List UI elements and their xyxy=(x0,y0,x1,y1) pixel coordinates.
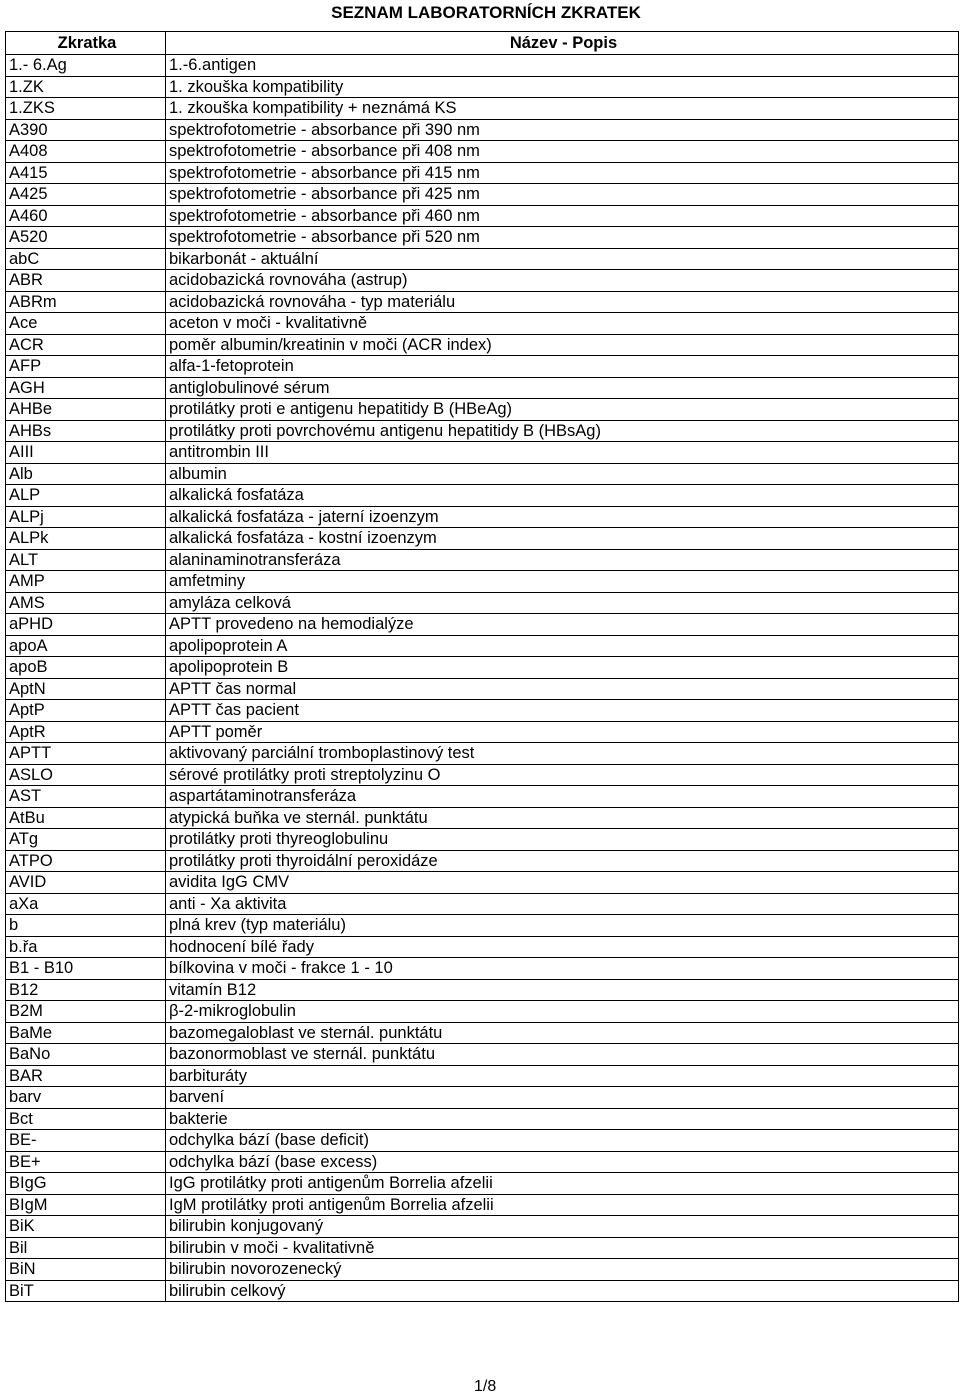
table-row xyxy=(6,979,959,1001)
description-cell: spektrofotometrie - absorbance při 460 nm xyxy=(166,205,959,227)
table-row xyxy=(6,291,959,313)
abbreviation-cell: AIII xyxy=(6,442,166,464)
table-row xyxy=(6,829,959,851)
abbreviation-cell: ALPk xyxy=(6,528,166,550)
abbreviation-cell: Bct xyxy=(6,1108,166,1130)
table-row xyxy=(6,1280,959,1302)
description-cell: alkalická fosfatáza - kostní izoenzym xyxy=(166,528,959,550)
table-row xyxy=(6,184,959,206)
abbreviation-cell: ABRm xyxy=(6,291,166,313)
abbreviation-cell: BE- xyxy=(6,1130,166,1152)
abbreviation-cell: abC xyxy=(6,248,166,270)
table-row xyxy=(6,463,959,485)
table-row xyxy=(6,678,959,700)
description-cell: barvení xyxy=(166,1087,959,1109)
table-row xyxy=(6,893,959,915)
description-cell: alaninaminotransferáza xyxy=(166,549,959,571)
description-cell: protilátky proti povrchovému antigenu hepatitidy B (HBsAg) xyxy=(166,420,959,442)
table-row xyxy=(6,1022,959,1044)
table-row xyxy=(6,442,959,464)
table-row xyxy=(6,98,959,120)
description-cell: 1. zkouška kompatibility xyxy=(166,76,959,98)
abbreviation-cell: ACR xyxy=(6,334,166,356)
page-number: 1/8 xyxy=(474,1378,497,1395)
table-row xyxy=(6,1216,959,1238)
description-cell: alkalická fosfatáza xyxy=(166,485,959,507)
table-row xyxy=(6,1130,959,1152)
abbreviation-cell: BAR xyxy=(6,1065,166,1087)
abbreviation-cell: aXa xyxy=(6,893,166,915)
description-cell: APTT poměr xyxy=(166,721,959,743)
table-row xyxy=(6,205,959,227)
table-row xyxy=(6,786,959,808)
abbreviation-cell: Ace xyxy=(6,313,166,335)
description-cell: aspartátaminotransferáza xyxy=(166,786,959,808)
description-cell: alkalická fosfatáza - jaterní izoenzym xyxy=(166,506,959,528)
abbreviation-cell: BIgM xyxy=(6,1194,166,1216)
table-row xyxy=(6,141,959,163)
table-row xyxy=(6,571,959,593)
description-cell: antitrombin III xyxy=(166,442,959,464)
description-cell: plná krev (typ materiálu) xyxy=(166,915,959,937)
table-row xyxy=(6,334,959,356)
description-cell: IgM protilátky proti antigenům Borrelia afzelii xyxy=(166,1194,959,1216)
table-row xyxy=(6,528,959,550)
abbreviation-cell: A520 xyxy=(6,227,166,249)
abbreviation-cell: AVID xyxy=(6,872,166,894)
abbreviation-cell: ATPO xyxy=(6,850,166,872)
description-cell: odchylka bází (base deficit) xyxy=(166,1130,959,1152)
description-cell: amfetminy xyxy=(166,571,959,593)
abbreviation-cell: AGH xyxy=(6,377,166,399)
description-cell: spektrofotometrie - absorbance při 520 nm xyxy=(166,227,959,249)
description-cell: spektrofotometrie - absorbance při 408 nm xyxy=(166,141,959,163)
document-title: SEZNAM LABORATORNÍCH ZKRATEK xyxy=(331,3,641,22)
table-row xyxy=(6,807,959,829)
description-cell: bilirubin konjugovaný xyxy=(166,1216,959,1238)
table-header xyxy=(6,32,959,55)
abbreviation-cell: BaNo xyxy=(6,1044,166,1066)
table-row xyxy=(6,850,959,872)
abbreviation-cell: AHBs xyxy=(6,420,166,442)
table-row xyxy=(6,614,959,636)
table-row xyxy=(6,958,959,980)
description-cell: protilátky proti thyreoglobulinu xyxy=(166,829,959,851)
abbreviation-table xyxy=(5,31,959,1302)
abbreviation-cell: AST xyxy=(6,786,166,808)
description-cell: aktivovaný parciální tromboplastinový test xyxy=(166,743,959,765)
description-cell: poměr albumin/kreatinin v moči (ACR index) xyxy=(166,334,959,356)
description-cell: APTT čas normal xyxy=(166,678,959,700)
description-cell: bilirubin novorozenecký xyxy=(166,1259,959,1281)
table-row xyxy=(6,356,959,378)
abbreviation-cell: BaMe xyxy=(6,1022,166,1044)
abbreviation-cell: barv xyxy=(6,1087,166,1109)
description-cell: apolipoprotein A xyxy=(166,635,959,657)
abbreviation-cell: Bil xyxy=(6,1237,166,1259)
table-row xyxy=(6,1108,959,1130)
abbreviation-cell: 1.ZK xyxy=(6,76,166,98)
abbreviation-cell: ALPj xyxy=(6,506,166,528)
table-row xyxy=(6,1087,959,1109)
abbreviation-cell: AMS xyxy=(6,592,166,614)
abbreviation-cell: AptN xyxy=(6,678,166,700)
description-cell: spektrofotometrie - absorbance při 415 nm xyxy=(166,162,959,184)
description-cell: barbituráty xyxy=(166,1065,959,1087)
table-row xyxy=(6,764,959,786)
abbreviation-cell: AMP xyxy=(6,571,166,593)
description-cell: acidobazická rovnováha (astrup) xyxy=(166,270,959,292)
abbreviation-cell: AFP xyxy=(6,356,166,378)
description-cell: 1.-6.antigen xyxy=(166,55,959,77)
table-row xyxy=(6,377,959,399)
description-cell: protilátky proti thyroidální peroxidáze xyxy=(166,850,959,872)
table-row xyxy=(6,1259,959,1281)
description-cell: β-2-mikroglobulin xyxy=(166,1001,959,1023)
table-row xyxy=(6,1044,959,1066)
table-row xyxy=(6,657,959,679)
description-cell: bílkovina v moči - frakce 1 - 10 xyxy=(166,958,959,980)
abbreviation-cell: B2M xyxy=(6,1001,166,1023)
abbreviation-cell: AptR xyxy=(6,721,166,743)
abbreviation-cell: A425 xyxy=(6,184,166,206)
description-cell: bikarbonát - aktuální xyxy=(166,248,959,270)
table-row xyxy=(6,915,959,937)
table-row xyxy=(6,1151,959,1173)
table-row xyxy=(6,420,959,442)
abbreviation-cell: ABR xyxy=(6,270,166,292)
table-row xyxy=(6,700,959,722)
description-cell: protilátky proti e antigenu hepatitidy B (HBeAg) xyxy=(166,399,959,421)
description-cell: IgG protilátky proti antigenům Borrelia afzelii xyxy=(166,1173,959,1195)
table-row xyxy=(6,119,959,141)
table-row xyxy=(6,55,959,77)
table-row xyxy=(6,485,959,507)
table-row xyxy=(6,270,959,292)
description-cell: 1. zkouška kompatibility + neznámá KS xyxy=(166,98,959,120)
table-row xyxy=(6,227,959,249)
abbreviation-cell: AptP xyxy=(6,700,166,722)
abbreviation-cell: 1.ZKS xyxy=(6,98,166,120)
abbreviation-cell: ASLO xyxy=(6,764,166,786)
abbreviation-cell: BIgG xyxy=(6,1173,166,1195)
description-cell: anti - Xa aktivita xyxy=(166,893,959,915)
header-row xyxy=(6,32,959,55)
description-cell: aceton v moči - kvalitativně xyxy=(166,313,959,335)
description-cell: spektrofotometrie - absorbance při 425 nm xyxy=(166,184,959,206)
abbreviation-cell: BiN xyxy=(6,1259,166,1281)
description-cell: atypická buňka ve sternál. punktátu xyxy=(166,807,959,829)
abbreviation-cell: b.řa xyxy=(6,936,166,958)
description-cell: vitamín B12 xyxy=(166,979,959,1001)
description-cell: APTT čas pacient xyxy=(166,700,959,722)
abbreviation-cell: A460 xyxy=(6,205,166,227)
abbreviation-cell: 1.- 6.Ag xyxy=(6,55,166,77)
description-cell: bakterie xyxy=(166,1108,959,1130)
table-row xyxy=(6,721,959,743)
table-row xyxy=(6,743,959,765)
description-cell: bilirubin v moči - kvalitativně xyxy=(166,1237,959,1259)
description-cell: bilirubin celkový xyxy=(166,1280,959,1302)
abbreviation-cell: B1 - B10 xyxy=(6,958,166,980)
table-row xyxy=(6,76,959,98)
abbreviation-cell: AtBu xyxy=(6,807,166,829)
description-cell: alfa-1-fetoprotein xyxy=(166,356,959,378)
table-row xyxy=(6,635,959,657)
description-cell: spektrofotometrie - absorbance při 390 nm xyxy=(166,119,959,141)
description-cell: avidita IgG CMV xyxy=(166,872,959,894)
description-cell: acidobazická rovnováha - typ materiálu xyxy=(166,291,959,313)
description-cell: odchylka bází (base excess) xyxy=(166,1151,959,1173)
abbreviation-cell: B12 xyxy=(6,979,166,1001)
abbreviation-cell: ALT xyxy=(6,549,166,571)
table-row xyxy=(6,1065,959,1087)
table-row xyxy=(6,1237,959,1259)
abbreviation-cell: aPHD xyxy=(6,614,166,636)
table-row xyxy=(6,506,959,528)
description-cell: sérové protilátky proti streptolyzinu O xyxy=(166,764,959,786)
table-row xyxy=(6,549,959,571)
description-cell: bazonormoblast ve sternál. punktátu xyxy=(166,1044,959,1066)
abbreviation-cell: apoA xyxy=(6,635,166,657)
abbreviation-cell: A408 xyxy=(6,141,166,163)
description-cell: albumin xyxy=(166,463,959,485)
table-body xyxy=(6,55,959,1302)
abbreviation-cell: BiT xyxy=(6,1280,166,1302)
abbreviation-cell: BE+ xyxy=(6,1151,166,1173)
table-row xyxy=(6,1194,959,1216)
abbreviation-cell: ALP xyxy=(6,485,166,507)
abbreviation-cell: BiK xyxy=(6,1216,166,1238)
description-cell: antiglobulinové sérum xyxy=(166,377,959,399)
description-cell: apolipoprotein B xyxy=(166,657,959,679)
abbreviation-cell: b xyxy=(6,915,166,937)
column-header-abbreviation: Zkratka xyxy=(6,32,166,55)
table-row xyxy=(6,592,959,614)
description-cell: bazomegaloblast ve sternál. punktátu xyxy=(166,1022,959,1044)
abbreviation-cell: ATg xyxy=(6,829,166,851)
table-row xyxy=(6,248,959,270)
abbreviation-cell: A390 xyxy=(6,119,166,141)
abbreviation-cell: A415 xyxy=(6,162,166,184)
abbreviation-cell: apoB xyxy=(6,657,166,679)
table-row xyxy=(6,399,959,421)
column-header-description: Název - Popis xyxy=(166,32,959,55)
description-cell: hodnocení bílé řady xyxy=(166,936,959,958)
abbreviation-cell: Alb xyxy=(6,463,166,485)
table-row xyxy=(6,872,959,894)
table-row xyxy=(6,162,959,184)
table-row xyxy=(6,313,959,335)
description-cell: APTT provedeno na hemodialýze xyxy=(166,614,959,636)
table-row xyxy=(6,936,959,958)
abbreviation-cell: APTT xyxy=(6,743,166,765)
table-row xyxy=(6,1001,959,1023)
description-cell: amyláza celková xyxy=(166,592,959,614)
abbreviation-cell: AHBe xyxy=(6,399,166,421)
table-row xyxy=(6,1173,959,1195)
